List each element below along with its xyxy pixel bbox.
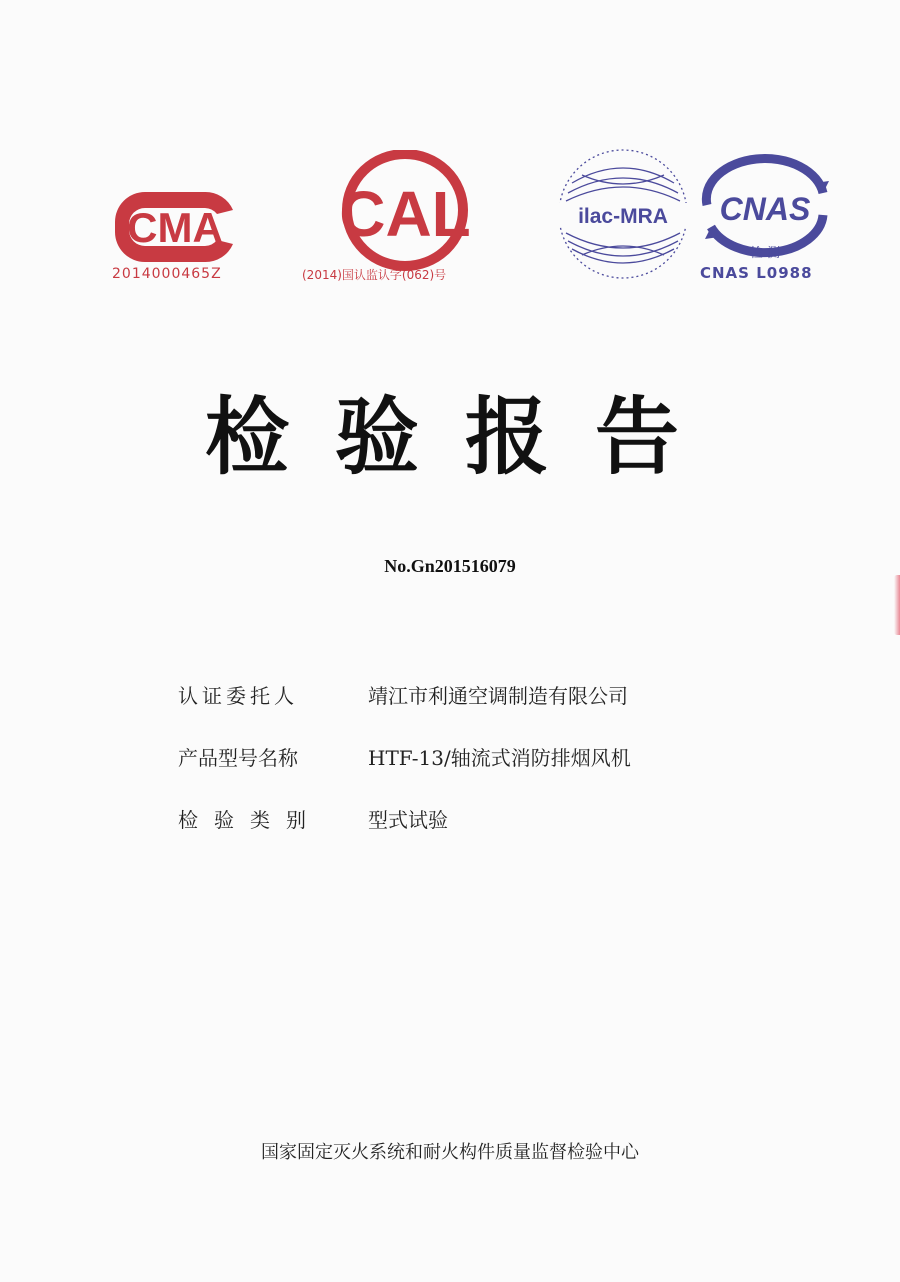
cal-caption: (2014)国认监认字(062)号 xyxy=(302,268,447,282)
cnas-logo-sub: 检 测 xyxy=(749,246,781,261)
ilac-mra-logo xyxy=(552,143,694,285)
page-title: 检验报告 xyxy=(204,388,725,486)
cal-logo-text: CAL xyxy=(339,178,471,250)
cnas-number: CNAS L0988 xyxy=(700,264,813,282)
field-value-product: HTF-13/轴流式消防排烟风机 xyxy=(368,746,631,770)
field-value-client: 靖江市利通空调制造有限公司 xyxy=(368,684,628,708)
scan-edge-mark xyxy=(894,575,900,635)
cma-number: 2014000465Z xyxy=(112,266,222,282)
field-label-client: 认证委托人 xyxy=(178,684,298,708)
ilac-mra-text: ilac-MRA xyxy=(578,205,668,228)
issuing-organization: 国家固定灭火系统和耐火构件质量监督检验中心 xyxy=(261,1142,639,1163)
field-label-product: 产品型号名称 xyxy=(178,746,298,770)
cnas-logo-text: CNAS xyxy=(719,191,811,227)
cal-logo xyxy=(305,150,505,285)
field-label-type: 检验类别 xyxy=(178,808,322,832)
report-number: No.Gn201516079 xyxy=(384,556,516,576)
cma-logo xyxy=(105,180,245,280)
field-value-type: 型式试验 xyxy=(368,808,448,832)
cma-logo-text: CMA xyxy=(127,204,223,251)
